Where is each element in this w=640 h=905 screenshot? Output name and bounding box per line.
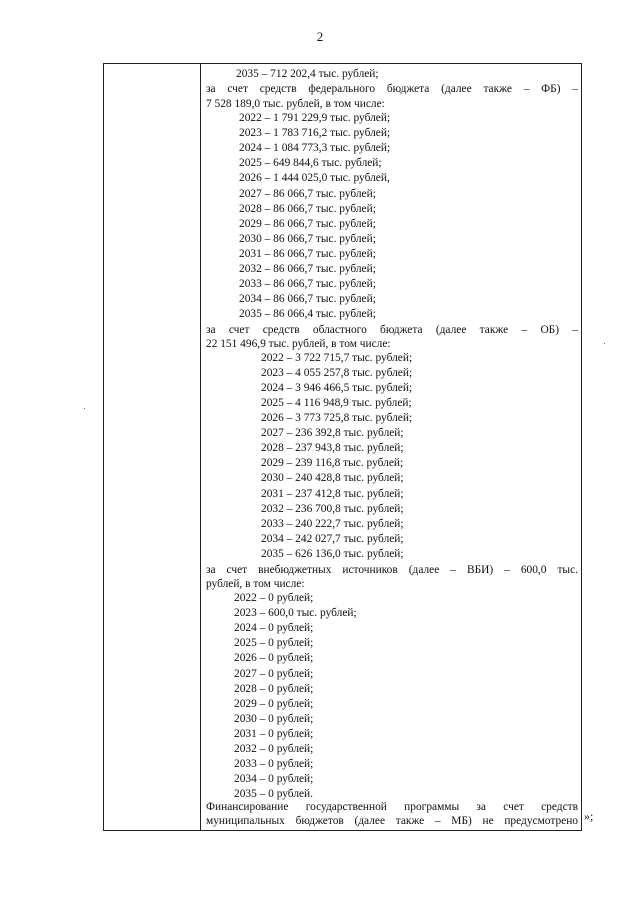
ob-years-line: 2028 – 237 943,8 тыс. рублей; [261,442,404,455]
ob-years-line: 2027 – 236 392,8 тыс. рублей; [261,427,404,440]
vbi-years-line: 2032 – 0 рублей; [234,743,314,755]
vbi-years-line: 2035 – 0 рублей. [234,788,313,801]
vbi-intro-1-line: за счет внебюджетных источников (далее – ВБИ) – 600,0 тыс. [206,564,578,576]
fb-years-line: 2035 – 86 066,4 тыс. рублей; [239,308,376,321]
page-number: 2 [316,29,324,44]
vbi-years-line: 2029 – 0 рублей; [234,697,314,710]
ob-years-line: 2023 – 4 055 257,8 тыс. рублей; [261,367,413,380]
ob-years-line: 2032 – 236 700,8 тыс. рублей; [261,502,404,515]
fb-years-line: 2027 – 86 066,7 тыс. рублей; [239,187,376,200]
fb-years-line: 2025 – 649 844,6 тыс. рублей; [239,157,382,170]
vbi-years-line: 2022 – 0 рублей; [234,592,314,604]
vbi-years-line: 2028 – 0 рублей; [234,682,314,695]
vbi-intro-2-line: рублей, в том числе: [206,578,305,590]
mb-line-1-line: Финансирование государственной программы за счет средств [206,801,578,813]
fb-years-line: 2028 – 86 066,7 тыс. рублей; [239,202,376,215]
ob-years-line: 2029 – 239 116,8 тыс. рублей; [261,457,404,470]
ob-years-line: 2024 – 3 946 466,5 тыс. рублей; [261,382,413,395]
vbi-years-line: 2033 – 0 рублей; [234,758,314,771]
ob-years-line: 2033 – 240 222,7 тыс. рублей; [261,517,404,530]
fb-intro-2-line: 7 528 189,0 тыс. рублей, в том числе: [206,98,385,110]
column-divider [200,64,201,830]
vbi-years-line: 2030 – 0 рублей; [234,712,314,725]
fb-years-line: 2034 – 86 066,7 тыс. рублей; [239,293,376,306]
fb-intro-1-line: за счет средств федерального бюджета (далее также – ФБ) – [206,83,578,95]
fb-years-line: 2023 – 1 783 716,2 тыс. рублей; [239,127,391,140]
fb-years-line: 2022 – 1 791 229,9 тыс. рублей; [239,112,391,124]
fb-years-line: 2029 – 86 066,7 тыс. рублей; [239,217,376,230]
fb-years-line: 2032 – 86 066,7 тыс. рублей; [239,263,376,275]
fb-years-line: 2024 – 1 084 773,3 тыс. рублей; [239,142,391,155]
vbi-years-line: 2034 – 0 рублей; [234,773,314,786]
fb-tail-line: 2035 – 712 202,4 тыс. рублей; [236,68,379,80]
vbi-years-line: 2024 – 0 рублей; [234,622,314,635]
ob-years-line: 2031 – 237 412,8 тыс. рублей; [261,487,404,500]
vbi-years-line: 2025 – 0 рублей; [234,637,314,650]
ob-years-line: 2034 – 242 027,7 тыс. рублей; [261,532,404,545]
ob-intro-1-line: за счет средств областного бюджета (далее также – ОБ) – [206,324,578,336]
scan-speck [84,408,85,409]
mb-line-2-line: муниципальных бюджетов (далее также – МБ) не предусмотрено [206,815,578,827]
vbi-years-line: 2026 – 0 рублей; [234,652,314,665]
ob-years-line: 2025 – 4 116 948,9 тыс. рублей; [261,397,412,410]
ob-years-line: 2022 – 3 722 715,7 тыс. рублей; [261,352,413,364]
fb-years-line: 2033 – 86 066,7 тыс. рублей; [239,278,376,291]
ob-intro-2-line: 22 151 496,9 тыс. рублей, в том числе: [206,338,391,350]
ob-years-line: 2035 – 626 136,0 тыс. рублей; [261,547,404,560]
scan-speck [604,343,605,344]
fb-years-line: 2026 – 1 444 025,0 тыс. рублей, [239,172,390,185]
fb-years-line: 2031 – 86 066,7 тыс. рублей; [239,247,376,260]
vbi-years-line: 2031 – 0 рублей; [234,727,314,740]
passport-table [103,63,582,831]
closing-quote: »; [584,809,594,823]
vbi-years-line: 2027 – 0 рублей; [234,667,314,680]
vbi-years-line: 2023 – 600,0 тыс. рублей; [234,607,357,620]
fb-years-line: 2030 – 86 066,7 тыс. рублей; [239,232,376,245]
ob-years-line: 2030 – 240 428,8 тыс. рублей; [261,472,404,485]
ob-years-line: 2026 – 3 773 725,8 тыс. рублей; [261,412,413,425]
